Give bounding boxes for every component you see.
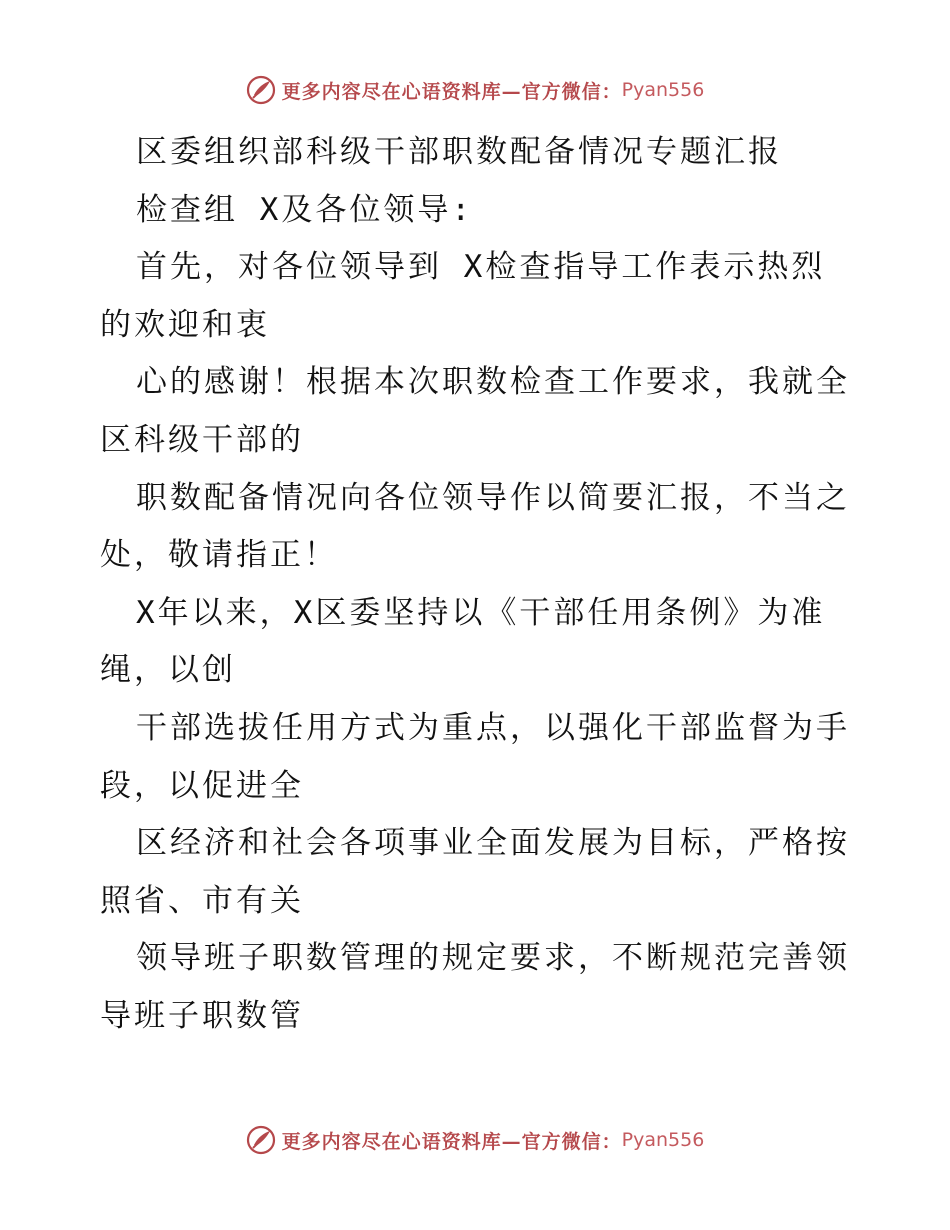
text-line: 干部选拔任用方式为重点，以强化干部监督为手: [136, 709, 850, 746]
watermark-wechat-id: Pyan556: [621, 1129, 705, 1151]
text-line: 处，敬请指正！: [100, 537, 338, 574]
watermark-wechat-id: Pyan556: [621, 79, 705, 101]
text-line: 心的感谢！根据本次职数检查工作要求，我就全: [136, 364, 850, 401]
text-line: 区经济和社会各项事业全面发展为目标，严格按: [136, 825, 850, 862]
text-line: X年以来，X区委坚持以《干部任用条例》为准: [136, 594, 826, 631]
text-line: 职数配备情况向各位领导作以简要汇报，不当之: [136, 479, 850, 516]
text-line: 照省、市有关: [100, 882, 304, 919]
text-line: 的欢迎和衷: [100, 306, 270, 343]
text-line: 区科级干部的: [100, 421, 304, 458]
text-line: 首先，对各位领导到 X检查指导工作表示热烈: [136, 249, 826, 286]
watermark-text: 更多内容尽在心语资料库—官方微信：: [281, 1130, 622, 1153]
text-line: 绳，以创: [100, 652, 236, 689]
text-line: 导班子职数管: [100, 997, 304, 1034]
bottom-watermark-banner: [0, 1120, 950, 1160]
quill-pen-logo-icon: [246, 75, 276, 105]
quill-pen-logo-icon: [246, 1125, 276, 1155]
watermark-text: 更多内容尽在心语资料库—官方微信：: [281, 80, 622, 103]
text-line: 段，以促进全: [100, 767, 304, 804]
text-line: 检查组 X及各位领导:: [136, 191, 473, 228]
top-watermark-banner: [0, 70, 950, 110]
document-body: [100, 124, 860, 1046]
text-line: 领导班子职数管理的规定要求，不断规范完善领: [136, 940, 850, 977]
text-line: 区委组织部科级干部职数配备情况专题汇报: [136, 134, 782, 170]
